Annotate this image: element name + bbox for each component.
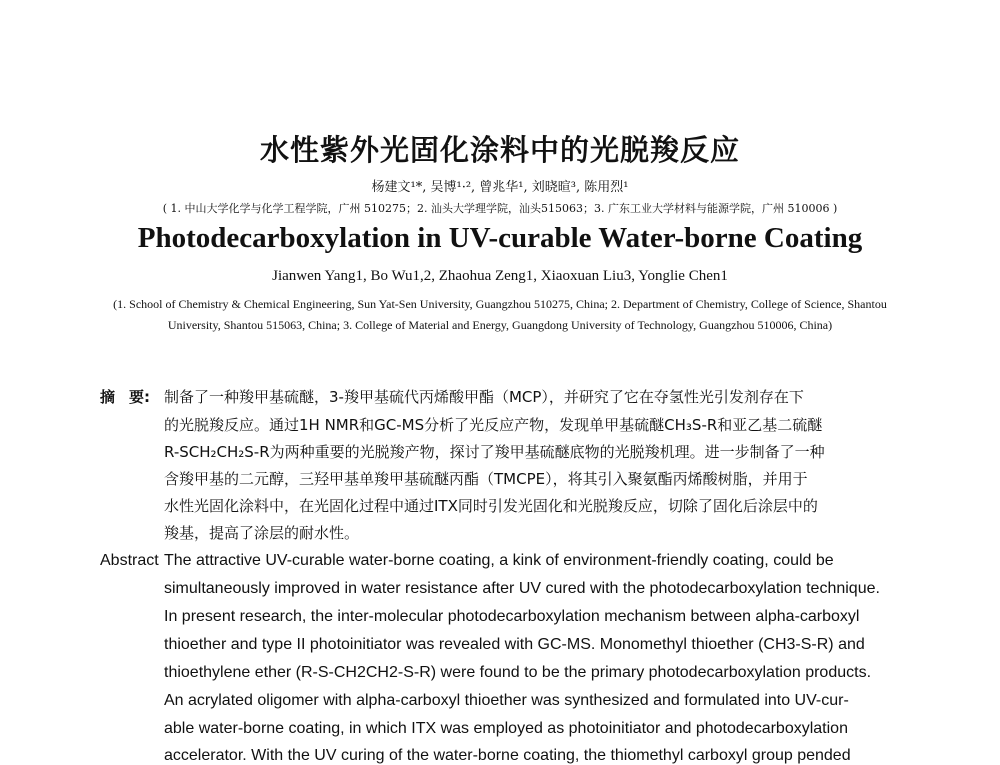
english-abstract-line: In present research, the inter-molecular photodecarboxylation mechanism between alpha-carboxyl [164,608,860,625]
english-abstract-line: The attractive UV-curable water-borne coating, a kink of environment-friendly coating, could be [164,552,834,569]
english-affiliations: (1. School of Chemistry & Chemical Engineering, Sun Yat-Sen University, Guangzhou 510275, China; 2. Department of Chemistry, College of Science, Shantou University, Shantou 515063, China; 3. College of Material and Energy, Guangdong University of Technology, Guangzhou 510006, China) [113,297,887,332]
chinese-affiliations: ( 1. 中山大学化学与化学工程学院，广州 510275；2. 汕头大学理学院，汕头515063；3. 广东工业大学材料与能源学院，广州 510006 ) [162,202,838,215]
chinese-abstract-line: R-SCH₂CH₂S-R为两种重要的光脱羧产物，探讨了羧甲基硫醚底物的光脱羧机理。进一步制备了一种 [164,443,825,461]
chinese-abstract-line: 制备了一种羧甲基硫醚，3-羧甲基硫代丙烯酸甲酯（MCP），并研究了它在夺氢性光引发剂存在下 [164,388,804,406]
english-authors: Jianwen Yang1, Bo Wu1,2, Zhaohua Zeng1, Xiaoxuan Liu3, Yonglie Chen1 [272,268,728,284]
chinese-abstract-label-b: 要: [129,388,151,406]
english-abstract-line: accelerator. With the UV curing of the water-borne coating, the thiomethyl carboxyl group pended [164,747,851,764]
english-abstract-line: thioethylene ether (R-S-CH2CH2-S-R) were found to be the primary photodecarboxylation products. [164,664,872,681]
chinese-authors: 杨建文¹*, 吴博¹·², 曾兆华¹, 刘晓暄³, 陈用烈¹ [371,180,629,195]
english-abstract-line: thioether and type II photoinitiator was revealed with GC-MS. Monomethyl thioether (CH3-S-R) and [164,636,865,653]
english-title: Photodecarboxylation in UV-curable Water-borne Coating [137,222,863,254]
english-abstract-line: able water-borne coating, in which ITX was employed as photoinitiator and photodecarboxylation [164,720,848,737]
chinese-abstract-label-a: 摘 [100,388,116,406]
chinese-abstract-line: 羧基，提高了涂层的耐水性。 [164,524,360,542]
chinese-abstract-label [100,386,150,407]
english-abstract-line: An acrylated oligomer with alpha-carboxyl thioether was synthesized and formulated into UV-cur- [164,692,849,709]
chinese-title: 水性紫外光固化涂料中的光脱羧反应 [259,133,740,167]
english-abstract-label: Abstract [100,552,159,569]
english-abstract-line: simultaneously improved in water resistance after UV cured with the photodecarboxylation technique. [164,580,880,597]
chinese-abstract-line: 的光脱羧反应。通过1H NMR和GC-MS分析了光反应产物，发现单甲基硫醚CH₃S-R和亚乙基二硫醚 [164,416,823,434]
chinese-abstract-line: 水性光固化涂料中，在光固化过程中通过ITX同时引发光固化和光脱羧反应，切除了固化后涂层中的 [164,497,818,515]
chinese-abstract-line: 含羧甲基的二元醇，三羟甲基单羧甲基硫醚丙酯（TMCPE），将其引入聚氨酯丙烯酸树脂，并用于 [164,470,808,488]
